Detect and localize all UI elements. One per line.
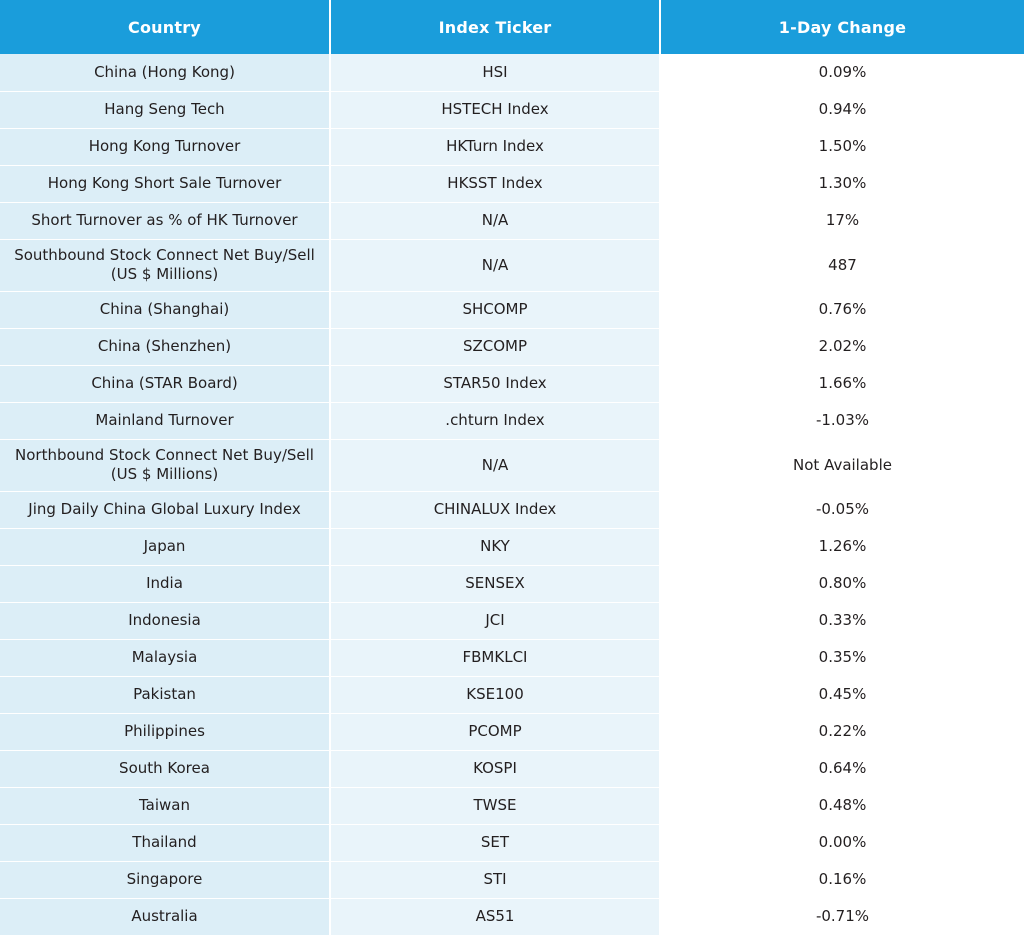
cell-country: Mainland Turnover: [0, 402, 330, 439]
cell-index-ticker: PCOMP: [330, 713, 660, 750]
table-row: [0, 750, 1024, 787]
cell-country: Pakistan: [0, 676, 330, 713]
table-row: [0, 402, 1024, 439]
cell-country: India: [0, 565, 330, 602]
cell-index-ticker: CHINALUX Index: [330, 491, 660, 528]
cell-index-ticker: HSI: [330, 54, 660, 91]
cell-country: China (Shenzhen): [0, 328, 330, 365]
table-body: [0, 54, 1024, 935]
column-header-one-day-change[interactable]: 1-Day Change: [660, 0, 1024, 54]
cell-country: China (STAR Board): [0, 365, 330, 402]
cell-one-day-change: 0.22%: [660, 713, 1024, 750]
cell-one-day-change: 1.50%: [660, 128, 1024, 165]
cell-country: Hong Kong Turnover: [0, 128, 330, 165]
table-row: [0, 165, 1024, 202]
table-row: [0, 528, 1024, 565]
cell-country: Indonesia: [0, 602, 330, 639]
cell-one-day-change: 0.48%: [660, 787, 1024, 824]
table-row: [0, 365, 1024, 402]
cell-country: Hong Kong Short Sale Turnover: [0, 165, 330, 202]
cell-country: South Korea: [0, 750, 330, 787]
cell-country: Southbound Stock Connect Net Buy/Sell (US $ Millions): [0, 239, 330, 291]
column-header-country[interactable]: Country: [0, 0, 330, 54]
cell-country: Philippines: [0, 713, 330, 750]
sheet-footer-spacer: [0, 936, 1024, 946]
table-row: [0, 639, 1024, 676]
table-row: [0, 291, 1024, 328]
cell-one-day-change: 1.26%: [660, 528, 1024, 565]
cell-index-ticker: FBMKLCI: [330, 639, 660, 676]
cell-one-day-change: 487: [660, 239, 1024, 291]
cell-index-ticker: N/A: [330, 439, 660, 491]
cell-index-ticker: HSTECH Index: [330, 91, 660, 128]
cell-index-ticker: SET: [330, 824, 660, 861]
table-row: [0, 439, 1024, 491]
cell-one-day-change: 0.00%: [660, 824, 1024, 861]
table-row: [0, 54, 1024, 91]
cell-one-day-change: -1.03%: [660, 402, 1024, 439]
table-row: [0, 239, 1024, 291]
cell-index-ticker: SHCOMP: [330, 291, 660, 328]
cell-one-day-change: 0.45%: [660, 676, 1024, 713]
table-row: [0, 898, 1024, 935]
table-row: [0, 824, 1024, 861]
table-row: [0, 676, 1024, 713]
cell-country: China (Shanghai): [0, 291, 330, 328]
table-row: [0, 713, 1024, 750]
cell-index-ticker: .chturn Index: [330, 402, 660, 439]
cell-index-ticker: N/A: [330, 202, 660, 239]
cell-one-day-change: 17%: [660, 202, 1024, 239]
cell-index-ticker: HKSST Index: [330, 165, 660, 202]
cell-one-day-change: 0.80%: [660, 565, 1024, 602]
table-row: [0, 491, 1024, 528]
cell-index-ticker: AS51: [330, 898, 660, 935]
table-row: [0, 128, 1024, 165]
cell-country: Thailand: [0, 824, 330, 861]
cell-one-day-change: 0.09%: [660, 54, 1024, 91]
cell-index-ticker: TWSE: [330, 787, 660, 824]
cell-country: Jing Daily China Global Luxury Index: [0, 491, 330, 528]
cell-one-day-change: -0.05%: [660, 491, 1024, 528]
cell-one-day-change: Not Available: [660, 439, 1024, 491]
cell-one-day-change: 0.33%: [660, 602, 1024, 639]
cell-country: Australia: [0, 898, 330, 935]
cell-country: Japan: [0, 528, 330, 565]
table-row: [0, 861, 1024, 898]
cell-index-ticker: KSE100: [330, 676, 660, 713]
table-row: [0, 602, 1024, 639]
cell-one-day-change: 0.76%: [660, 291, 1024, 328]
cell-index-ticker: SENSEX: [330, 565, 660, 602]
table-header: [0, 0, 1024, 54]
cell-one-day-change: 0.35%: [660, 639, 1024, 676]
cell-country: Malaysia: [0, 639, 330, 676]
cell-index-ticker: N/A: [330, 239, 660, 291]
column-header-index-ticker[interactable]: Index Ticker: [330, 0, 660, 54]
cell-country: China (Hong Kong): [0, 54, 330, 91]
table-row: [0, 202, 1024, 239]
table-row: [0, 565, 1024, 602]
cell-country: Singapore: [0, 861, 330, 898]
cell-country: Northbound Stock Connect Net Buy/Sell (US $ Millions): [0, 439, 330, 491]
cell-one-day-change: -0.71%: [660, 898, 1024, 935]
cell-index-ticker: JCI: [330, 602, 660, 639]
table-header-row: [0, 0, 1024, 54]
cell-index-ticker: STI: [330, 861, 660, 898]
cell-index-ticker: KOSPI: [330, 750, 660, 787]
table-row: [0, 328, 1024, 365]
table-row: [0, 787, 1024, 824]
cell-country: Taiwan: [0, 787, 330, 824]
cell-index-ticker: STAR50 Index: [330, 365, 660, 402]
table-row: [0, 91, 1024, 128]
cell-one-day-change: 0.94%: [660, 91, 1024, 128]
cell-country: Hang Seng Tech: [0, 91, 330, 128]
cell-country: Short Turnover as % of HK Turnover: [0, 202, 330, 239]
cell-one-day-change: 0.16%: [660, 861, 1024, 898]
cell-index-ticker: SZCOMP: [330, 328, 660, 365]
cell-index-ticker: NKY: [330, 528, 660, 565]
cell-one-day-change: 2.02%: [660, 328, 1024, 365]
cell-one-day-change: 0.64%: [660, 750, 1024, 787]
cell-one-day-change: 1.30%: [660, 165, 1024, 202]
cell-one-day-change: 1.66%: [660, 365, 1024, 402]
cell-index-ticker: HKTurn Index: [330, 128, 660, 165]
